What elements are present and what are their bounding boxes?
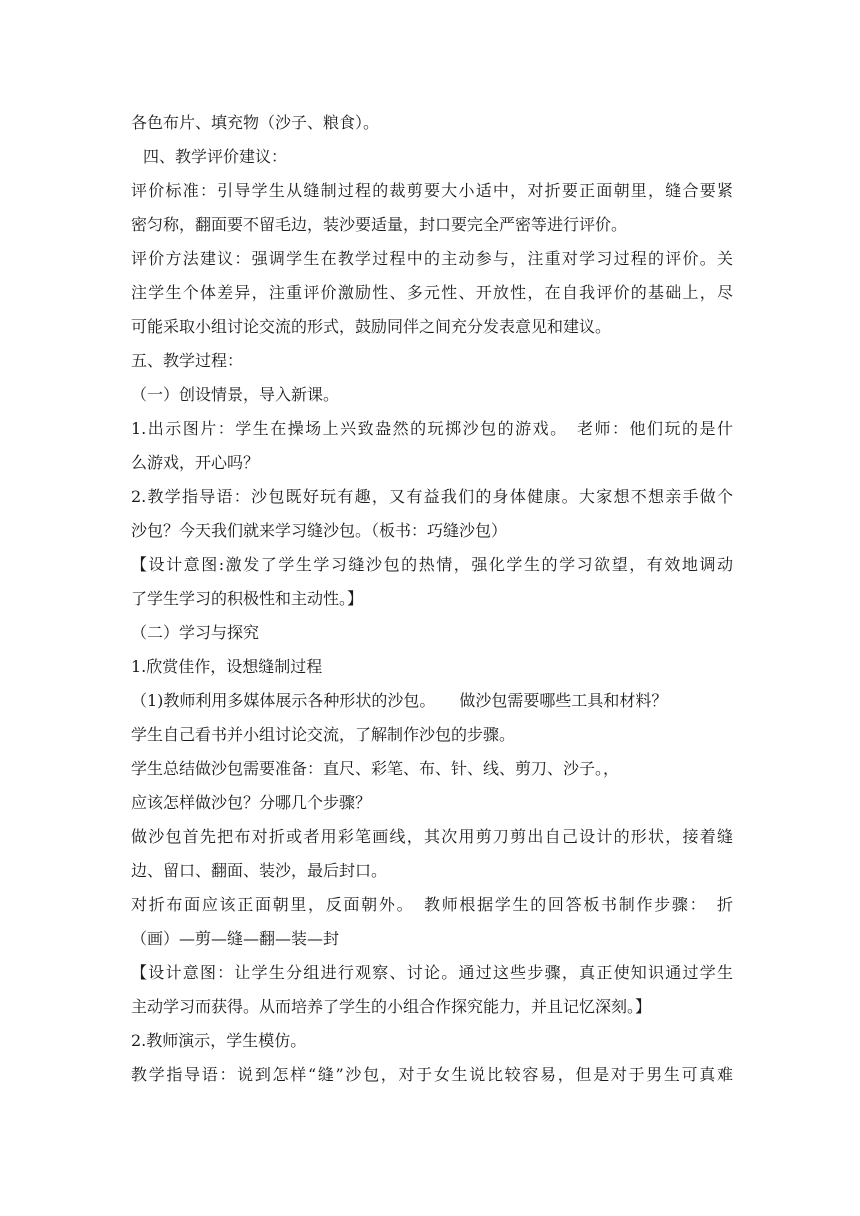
- text-line: 么游戏，开心吗？: [131, 453, 260, 472]
- text-line: 对折布面应该正面朝里，反面朝外。 教师根据学生的回答板书制作步骤： 折: [131, 895, 733, 914]
- design-intent-note: 主动学习而获得。从而培养了学生的小组合作探究能力，并且记忆深刻。】: [131, 997, 652, 1016]
- text-line: 2.教学指导语：沙包既好玩有趣，又有益我们的身体健康。大家想不想亲手做个: [131, 487, 733, 506]
- text-line: 学生自己看书并小组讨论交流，了解制作沙包的步骤。: [131, 725, 516, 744]
- text-line: 2.教师演示，学生模仿。: [131, 1031, 307, 1050]
- text-line: 沙包？今天我们就来学习缝沙包。（板书：巧缝沙包）: [131, 521, 508, 540]
- text-line: 边、留口、翻面、装沙，最后封口。: [131, 861, 388, 880]
- text-line: 评价方法建议：强调学生在教学过程中的主动参与，注重对学习过程的评价。关: [131, 249, 733, 268]
- text-line: 密匀称，翻面要不留毛边，装沙要适量，封口要完全严密等进行评价。: [131, 215, 628, 234]
- text-line: （画）—剪—缝—翻—装—封: [131, 929, 340, 948]
- text-line: 可能采取小组讨论交流的形式，鼓励同伴之间充分发表意见和建议。: [131, 317, 612, 336]
- text-line: 教学指导语：说到怎样“缝”沙包，对于女生说比较容易，但是对于男生可真难: [131, 1065, 733, 1084]
- text-line: 应该怎样做沙包？分哪几个步骤？: [131, 793, 372, 812]
- text-line: 注学生个体差异，注重评价激励性、多元性、开放性，在自我评价的基础上，尽: [131, 283, 733, 302]
- subsection-heading: （二）学习与探究: [131, 623, 260, 642]
- design-intent-note: 了学生学习的积极性和主动性。】: [131, 589, 364, 608]
- section-heading: 五、教学过程：: [131, 351, 244, 370]
- subsection-heading: （一）创设情景，导入新课。: [131, 385, 340, 404]
- text-line: 学生总结做沙包需要准备：直尺、彩笔、布、针、线、剪刀、沙子。，: [131, 759, 620, 778]
- design-intent-note: 【设计意图：让学生分组进行观察、讨论。通过这些步骤，真正使知识通过学生: [131, 963, 733, 982]
- text-line: 做沙包首先把布对折或者用彩笔画线，其次用剪刀剪出自己设计的形状，接着缝: [131, 827, 733, 846]
- text-line: 各色布片、填充物（沙子、粮食）。: [131, 113, 380, 132]
- document-page: [131, 106, 733, 1092]
- text-line: 评价标准：引导学生从缝制过程的裁剪要大小适中，对折要正面朝里，缝合要紧: [131, 181, 733, 200]
- text-line: 1.出示图片：学生在操场上兴致盎然的玩掷沙包的游戏。 老师：他们玩的是什: [131, 419, 733, 438]
- section-heading: 四、教学评价建议：: [143, 147, 288, 166]
- design-intent-note: 【设计意图:激发了学生学习缝沙包的热情，强化学生的学习欲望，有效地调动: [131, 555, 733, 574]
- text-line: 1.欣赏佳作，设想缝制过程: [131, 657, 323, 676]
- text-line: （1)教师利用多媒体展示各种形状的沙包。 做沙包需要哪些工具和材料？: [131, 691, 668, 710]
